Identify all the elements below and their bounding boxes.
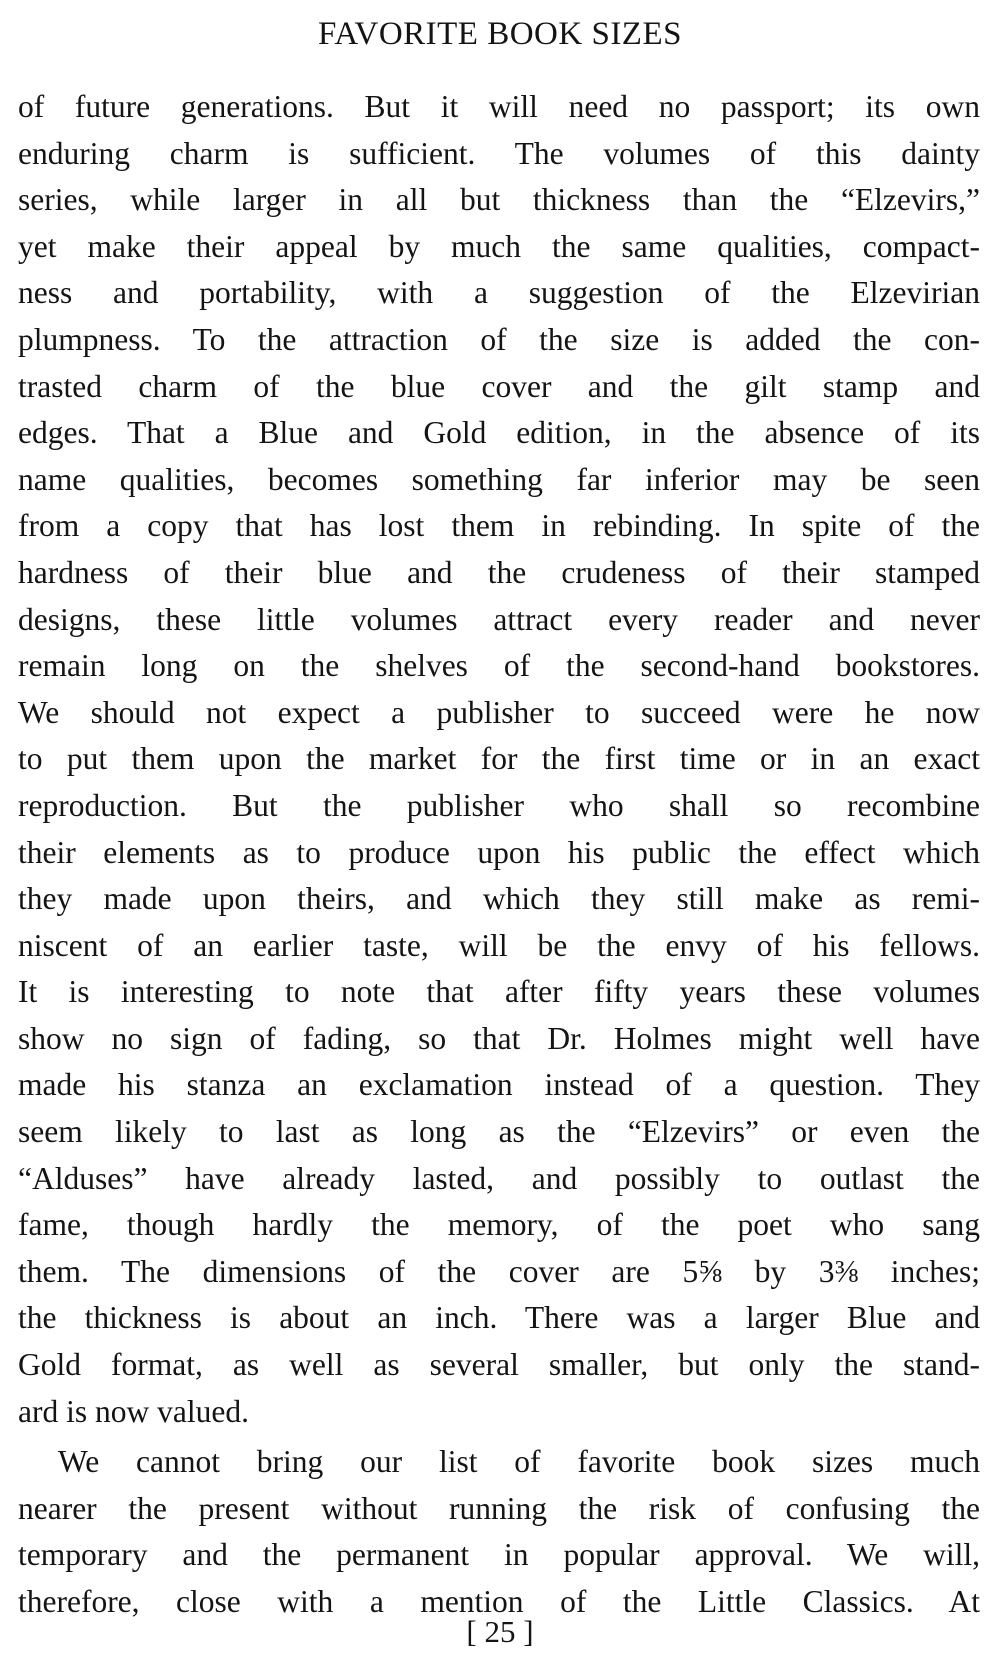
text-line: It is interesting to note that after fifty years these volumes [18,974,980,1010]
text-line: “Alduses” have already lasted, and possibly to outlast the [18,1160,980,1196]
text-line: of future generations. But it will need no passport; its own [18,89,980,124]
text-line: Gold format, as well as several smaller, but only the stand- [18,1347,980,1383]
text-line: remain long on the shelves of the second-hand bookstores. [18,648,980,684]
text-line: ness and portability, with a suggestion of the Elzevirian [18,275,980,311]
text-line: seem likely to last as long as the “Elzevirs” or even the [18,1114,980,1150]
text-line: to put them upon the market for the first time or in an exact [18,741,980,777]
text-line: plumpness. To the attraction of the size is added the con- [18,321,980,357]
text-line: the thickness is about an inch. There was a larger Blue and [18,1300,980,1336]
text-line: We should not expect a publisher to succeed were he now [18,694,980,730]
text-line: name qualities, becomes something far inferior may be seen [18,461,980,497]
paragraph-2 [18,1439,980,1625]
text-line: fame, though hardly the memory, of the poet who sang [18,1207,980,1243]
text-line: they made upon theirs, and which they still make as remi- [18,881,980,917]
paragraph-1 [18,84,980,1435]
text-line: reproduction. But the publisher who shall so recombine [18,787,980,823]
text-line: them. The dimensions of the cover are 5⅝ by 3⅜ inches; [18,1253,980,1289]
text-line: temporary and the permanent in popular approval. We will, [18,1537,980,1573]
text-line: edges. That a Blue and Gold edition, in the absence of its [18,415,980,451]
text-line: made his stanza an exclamation instead of a question. They [18,1067,980,1103]
running-title: FAVORITE BOOK SIZES [318,16,682,52]
text-line: enduring charm is sufficient. The volumes of this dainty [18,135,980,171]
text-line: from a copy that has lost them in rebinding. In spite of the [18,508,980,544]
text-line: hardness of their blue and the crudeness of their stamped [18,554,980,590]
text-line: their elements as to produce upon his public the effect which [18,834,980,870]
text-line: series, while larger in all but thickness than the “Elzevirs,” [18,182,980,218]
text-line: yet make their appeal by much the same qualities, compact- [18,228,980,264]
text-line: therefore, close with a mention of the Little Classics. At [18,1584,980,1619]
text-line: nearer the present without running the risk of confusing the [18,1490,980,1526]
text-line: show no sign of fading, so that Dr. Holmes might well have [18,1020,980,1056]
text-line: niscent of an earlier taste, will be the envy of his fellows. [18,927,980,963]
body-text [18,84,980,1626]
text-line: trasted charm of the blue cover and the gilt stamp and [18,368,980,404]
text-line: We cannot bring our list of favorite book sizes much [58,1444,980,1480]
text-line: ard is now valued. [18,1393,249,1429]
text-line: designs, these little volumes attract every reader and never [18,601,980,637]
page-number: [ 25 ] [466,1614,534,1649]
